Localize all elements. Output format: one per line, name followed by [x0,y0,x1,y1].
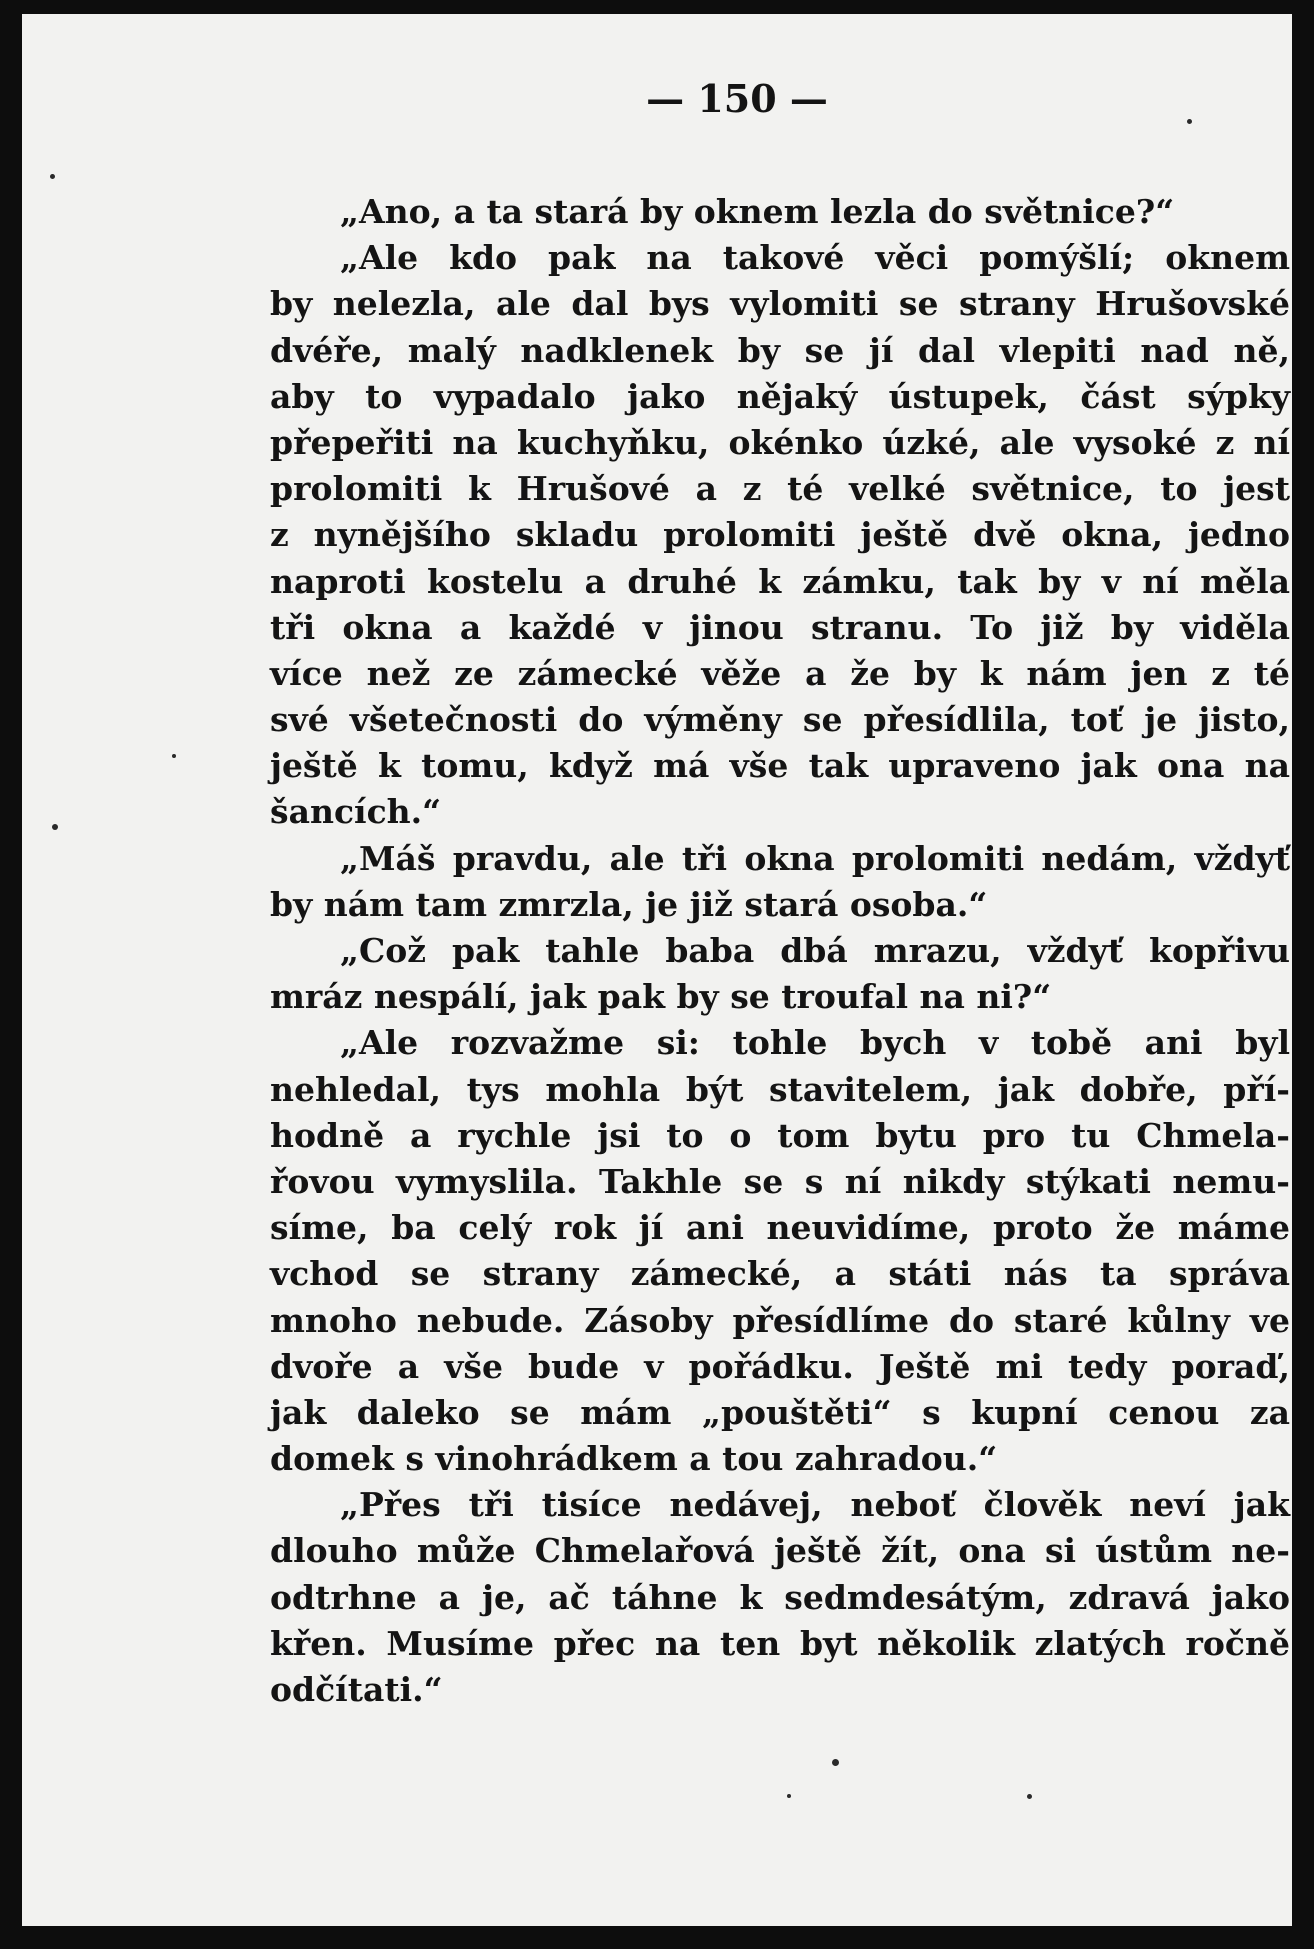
text-line: aby to vypadalo jako nějaký ústupek, část sýpky [270,376,1290,416]
text-line: „Přes tři tisíce nedávej, neboť člověk neví jak [340,1485,1290,1525]
text-line: z nynějšího skladu prolomiti ještě dvě okna, jedno [270,515,1290,555]
text-line: mráz nespálí, jak pak by se troufal na ni?“ [270,977,1052,1017]
text-line: své všetečnosti do výměny se přesídlila, toť je jisto, [270,700,1290,740]
scanned-page [22,14,1292,1926]
text-line: „Ale kdo pak na takové věci pomýšlí; oknem [340,238,1290,278]
text-line: odtrhne a je, ač táhne k sedmdesátým, zdravá jako [270,1577,1290,1617]
scan-speck [1027,1794,1032,1799]
text-line: „Ano, a ta stará by oknem lezla do světnice?“ [340,192,1175,231]
scan-speck [787,1794,791,1798]
text-line: jak daleko se mám „pouštěti“ s kupní cenou za [270,1392,1290,1432]
text-line: dvoře a vše bude v pořádku. Ještě mi tedy poraď, [270,1346,1290,1386]
text-line: prolomiti k Hrušové a z té velké světnice, to jest [270,469,1290,509]
body-text [270,189,1290,1713]
paragraph [270,1482,1290,1713]
text-line: přepeřiti na kuchyňku, okénko úzké, ale vysoké z ní [270,422,1290,462]
paragraph [270,928,1290,1020]
text-line: řovou vymyslila. Takhle se s ní nikdy stýkati nemu- [270,1161,1290,1201]
text-line: „Což pak tahle baba dbá mrazu, vždyť kopřivu [340,931,1290,970]
text-line: mnoho nebude. Zásoby přesídlíme do staré kůlny ve [270,1300,1290,1340]
paragraph [270,189,1290,235]
text-line: vchod se strany zámecké, a státi nás ta správa [270,1254,1290,1294]
text-line: hodně a rychle jsi to o tom bytu pro tu Chmela- [270,1115,1290,1155]
scan-speck [50,174,55,179]
text-line: nehledal, tys mohla být stavitelem, jak dobře, pří- [270,1069,1290,1109]
paragraph [270,235,1290,835]
scan-speck [172,754,176,758]
scan-speck [52,824,58,830]
scan-speck [1187,119,1192,124]
text-line: „Máš pravdu, ale tři okna prolomiti nedám, vždyť [340,838,1290,878]
paragraph [270,836,1290,928]
text-line: tři okna a každé v jinou stranu. To již by viděla [270,607,1290,647]
text-line: odčítati.“ [270,1670,443,1709]
text-line: by nám tam zmrzla, je již stará osoba.“ [270,884,988,924]
text-line: by nelezla, ale dal bys vylomiti se strany Hrušovské [270,284,1290,324]
text-line: naproti kostelu a druhé k zámku, tak by v ní měla [270,561,1290,601]
text-line: křen. Musíme přec na ten byt několik zlatých ročně [270,1623,1290,1663]
scan-speck [832,1759,839,1766]
text-line: dvéře, malý nadklenek by se jí dal vlepiti nad ně, [270,330,1290,370]
paragraph [270,1020,1290,1482]
text-line: více než ze zámecké věže a že by k nám jen z té [270,653,1290,693]
text-line: síme, ba celý rok jí ani neuvidíme, proto že máme [270,1208,1290,1248]
text-line: „Ale rozvažme si: tohle bych v tobě ani byl [340,1023,1290,1063]
text-line: domek s vinohrádkem a tou zahradou.“ [270,1439,998,1479]
text-line: dlouho může Chmelařová ještě žít, ona si ústům ne- [270,1531,1290,1571]
page-number: — 150 — [646,76,828,121]
text-line: šancích.“ [270,792,442,832]
text-line: ještě k tomu, když má vše tak upraveno jak ona na [270,746,1290,786]
